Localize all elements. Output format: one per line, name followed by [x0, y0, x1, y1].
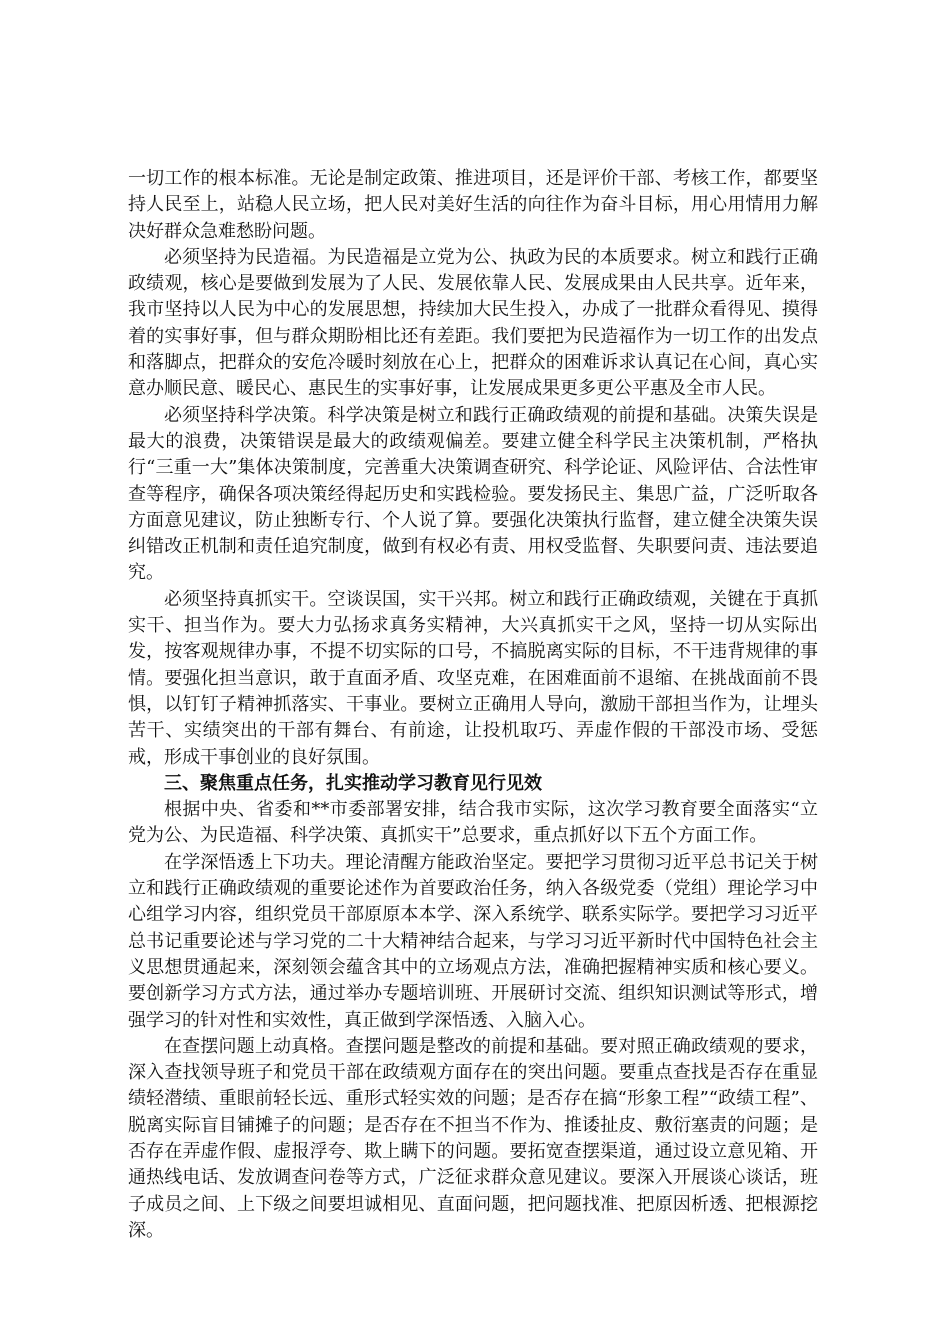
paragraph-continuation: 一切工作的根本标准。无论是制定政策、推进项目，还是评价干部、考核工作，都要坚持人民至上，站稳人民立场，把人民对美好生活的向往作为奋斗目标，用心用情用力解决好群众急难愁盼问题。: [128, 168, 818, 242]
section-heading: 三、聚焦重点任务，扎实推动学习教育见行见效: [164, 772, 542, 794]
paragraph-overview: 根据中央、省委和**市委部署安排，结合我市实际，这次学习教育要全面落实“立党为公、为民造福、科学决策、真抓实干”总要求，重点抓好以下五个方面工作。: [128, 799, 818, 847]
paragraph-study: 在学深悟透上下功夫。理论清醒方能政治坚定。要把学习贯彻习近平总书记关于树立和践行正确政绩观的重要论述作为首要政治任务，纳入各级党委（党组）理论学习中心组学习内容，组织党员干部原原本本学、深入系统学、联系实际学。要把学习习近平总书记重要论述与学习党的二十大精神结合起来，与学习习近平新时代中国特色社会主义思想贯通起来，深刻领会蕴含其中的立场观点方法，准确把握精神实质和核心要义。要创新学习方式方法，通过举办专题培训班、开展研讨交流、组织知识测试等形式，增强学习的针对性和实效性，真正做到学深悟透、入脑入心。: [128, 851, 818, 1031]
paragraph-scientific-decision: 必须坚持科学决策。科学决策是树立和践行正确政绩观的前提和基础。决策失误是最大的浪费，决策错误是最大的政绩观偏差。要建立健全科学民主决策机制，严格执行“三重一大”集体决策制度，完善重大决策调查研究、科学论证、风险评估、合法性审查等程序，确保各项决策经得起历史和实践检验。要发扬民主、集思广益，广泛听取各方面意见建议，防止独断专行、个人说了算。要强化决策执行监督，建立健全决策失误纠错改正机制和责任追究制度，做到有权必有责、用权受监督、失职要问责、违法要追究。: [128, 404, 818, 584]
document-body: [128, 166, 818, 1244]
paragraph-people-welfare: 必须坚持为民造福。为民造福是立党为公、执政为民的本质要求。树立和践行正确政绩观，核心是要做到发展为了人民、发展依靠人民、发展成果由人民共享。近年来，我市坚持以人民为中心的发展思想，持续加大民生投入，办成了一批群众看得见、摸得着的实事好事，但与群众期盼相比还有差距。我们要把为民造福作为一切工作的出发点和落脚点，把群众的安危冷暖时刻放在心上，把群众的困难诉求认真记在心间，真心实意办顺民意、暖民心、惠民生的实事好事，让发展成果更多更公平惠及全市人民。: [128, 246, 818, 400]
paragraph-problems: 在查摆问题上动真格。查摆问题是整改的前提和基础。要对照正确政绩观的要求，深入查找领导班子和党员干部在政绩观方面存在的突出问题。要重点查找是否存在重显绩轻潜绩、重眼前轻长远、重形式轻实效的问题；是否存在搞“形象工程”“政绩工程”、脱离实际盲目铺摊子的问题；是否存在不担当不作为、推诿扯皮、敷衍塞责的问题；是否存在弄虚作假、虚报浮夸、欺上瞒下的问题。要拓宽查摆渠道，通过设立意见箱、开通热线电话、发放调查问卷等方式，广泛征求群众意见建议。要深入开展谈心谈话，班子成员之间、上下级之间要坦诚相见、直面问题，把问题找准、把原因析透、把根源挖深。: [128, 1035, 818, 1241]
paragraph-hard-work: 必须坚持真抓实干。空谈误国，实干兴邦。树立和践行正确政绩观，关键在于真抓实干、担当作为。要大力弘扬求真务实精神，大兴真抓实干之风，坚持一切从实际出发，按客观规律办事，不提不切实际的口号，不搞脱离实际的目标，不干违背规律的事情。要强化担当意识，敢于直面矛盾、攻坚克难，在困难面前不退缩、在挑战面前不畏惧，以钉钉子精神抓落实、干事业。要树立正确用人导向，激励干部担当作为，让埋头苦干、实绩突出的干部有舞台、有前途，让投机取巧、弄虚作假的干部没市场、受惩戒，形成干事创业的良好氛围。: [128, 588, 818, 768]
